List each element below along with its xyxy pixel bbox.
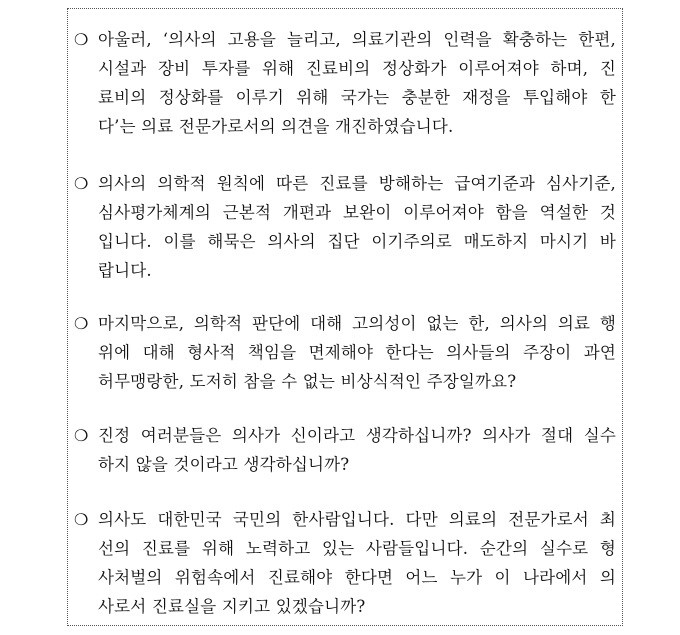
text-line: 다’는 의료 전문가로서의 의견을 개진하였습니다. bbox=[98, 117, 454, 136]
text-line: 시설과 장비 투자를 위해 진료비의 정상화가 이루어져야 하며, 진 bbox=[98, 59, 616, 78]
text-line: 마지막으로, 의학적 판단에 대해 고의성이 없는 한, 의사의 의료 행 bbox=[98, 314, 616, 333]
text-line: 의사도 대한민국 국민의 한사람입니다. 다만 의료의 전문가로서 최 bbox=[98, 510, 616, 529]
text-line: 아울러, ‘의사의 고용을 늘리고, 의료기관의 인력을 확충하는 한편, bbox=[98, 30, 616, 49]
text-line: 하지 않을 것이라고 생각하십니까? bbox=[98, 455, 350, 474]
text-line: 진정 여러분들은 의사가 신이라고 생각하십니까? 의사가 절대 실수 bbox=[98, 426, 616, 445]
paragraph-5 bbox=[74, 505, 616, 621]
bullet-circle-icon: ❍ bbox=[74, 510, 89, 529]
text-line: 선의 진료를 위해 노력하고 있는 사람들입니다. 순간의 실수로 형 bbox=[98, 539, 616, 558]
bullet-circle-icon: ❍ bbox=[74, 174, 89, 193]
text-line: 심사평가체계의 근본적 개편과 보완이 이루어져야 함을 역설한 것 bbox=[98, 203, 616, 222]
paragraph-1 bbox=[74, 25, 616, 141]
document-frame bbox=[67, 8, 623, 626]
bullet-circle-icon: ❍ bbox=[74, 314, 89, 333]
paragraph-4 bbox=[74, 421, 616, 479]
text-line: 위에 대해 형사적 책임을 면제해야 한다는 의사들의 주장이 과연 bbox=[98, 343, 616, 362]
text-line: 료비의 정상화를 이루기 위해 국가는 충분한 재정을 투입해야 한 bbox=[98, 88, 616, 107]
text-line: 랍니다. bbox=[98, 261, 152, 280]
text-line: 사처벌의 위험속에서 진료해야 한다면 어느 누가 이 나라에서 의 bbox=[98, 568, 616, 587]
bullet-circle-icon: ❍ bbox=[74, 30, 89, 49]
text-line: 사로서 진료실을 지키고 있겠습니까? bbox=[98, 597, 366, 616]
paragraph-3 bbox=[74, 309, 616, 396]
text-line: 입니다. 이를 해묵은 의사의 집단 이기주의로 매도하지 마시기 바 bbox=[98, 232, 616, 251]
bullet-circle-icon: ❍ bbox=[74, 426, 89, 445]
text-line: 허무맹랑한, 도저히 참을 수 없는 비상식적인 주장일까요? bbox=[98, 372, 517, 391]
text-line: 의사의 의학적 원칙에 따른 진료를 방해하는 급여기준과 심사기준, bbox=[98, 174, 616, 193]
paragraph-2 bbox=[74, 169, 616, 285]
